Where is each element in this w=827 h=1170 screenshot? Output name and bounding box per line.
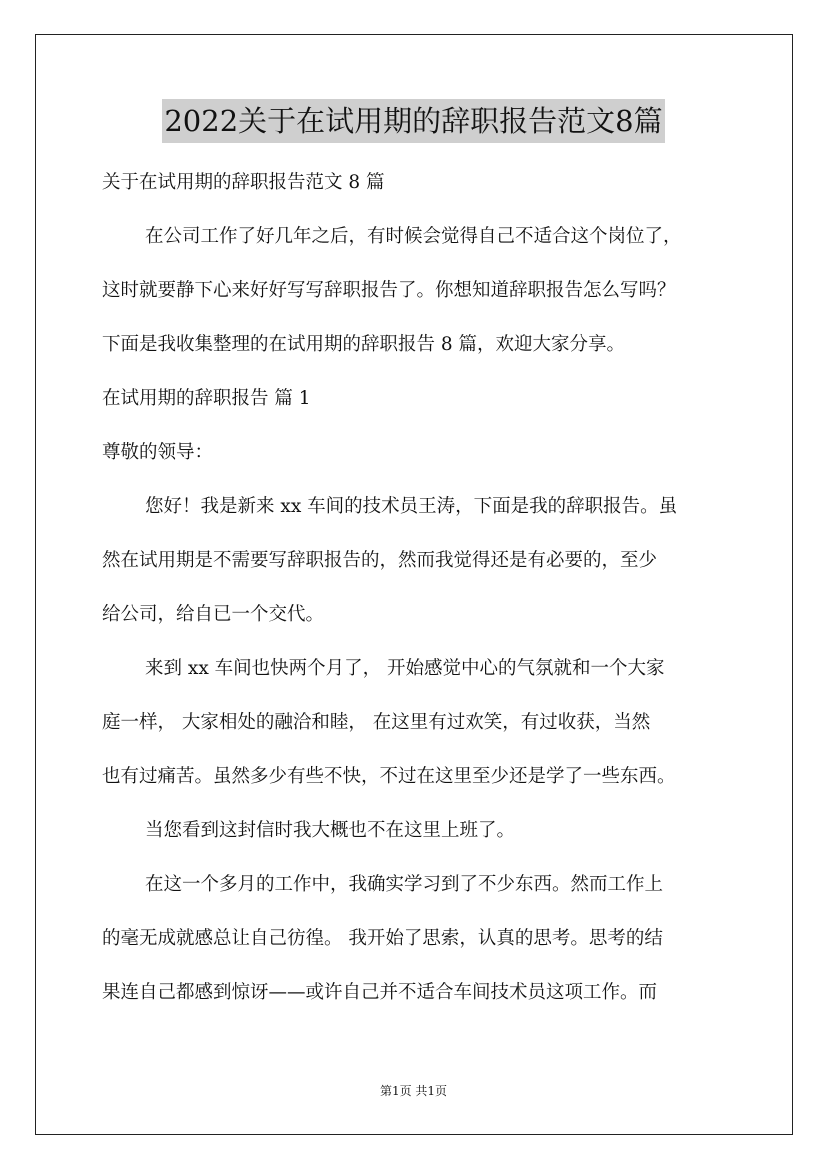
body-line: 在这一个多月的工作中，我确实学习到了不少东西。然而工作上 bbox=[145, 874, 664, 895]
page-number-label: 第1页 共1页 bbox=[379, 1084, 448, 1098]
body-line: 也有过痛苦。虽然多少有些不快，不过在这里至少还是学了一些东西。 bbox=[102, 766, 676, 787]
page-footer bbox=[0, 1083, 827, 1099]
page-border bbox=[35, 34, 793, 1135]
body-line: 然在试用期是不需要写辞职报告的，然而我觉得还是有必要的，至少 bbox=[102, 550, 658, 571]
body-line: 在公司工作了好几年之后，有时候会觉得自己不适合这个岗位了， bbox=[145, 226, 682, 247]
body-line: 关于在试用期的辞职报告范文 8 篇 bbox=[102, 172, 385, 193]
body-line: 庭一样， 大家相处的融洽和睦， 在这里有过欢笑，有过收获，当然 bbox=[102, 712, 651, 733]
body-line: 当您看到这封信时我大概也不在这里上班了。 bbox=[145, 820, 516, 841]
body-line: 给公司，给自已一个交代。 bbox=[102, 604, 325, 625]
body-line: 这时就要静下心来好好写写辞职报告了。你想知道辞职报告怎么写吗？ bbox=[102, 280, 676, 301]
title-container bbox=[0, 99, 827, 143]
body-line: 下面是我收集整理的在试用期的辞职报告 8 篇，欢迎大家分享。 bbox=[102, 334, 626, 355]
body-line: 您好！我是新来 xx 车间的技术员王涛，下面是我的辞职报告。虽 bbox=[145, 496, 678, 517]
salutation: 尊敬的领导： bbox=[102, 442, 214, 463]
body-line: 来到 xx 车间也快两个月了， 开始感觉中心的气氛就和一个大家 bbox=[145, 658, 665, 679]
body-line: 的毫无成就感总让自己彷徨。 我开始了思索，认真的思考。思考的结 bbox=[102, 928, 663, 949]
body-line: 果连自己都感到惊讶——或许自己并不适合车间技术员这项工作。而 bbox=[102, 982, 658, 1003]
section-heading: 在试用期的辞职报告 篇 1 bbox=[102, 388, 311, 409]
document-title: 2022关于在试用期的辞职报告范文8篇 bbox=[162, 99, 664, 143]
